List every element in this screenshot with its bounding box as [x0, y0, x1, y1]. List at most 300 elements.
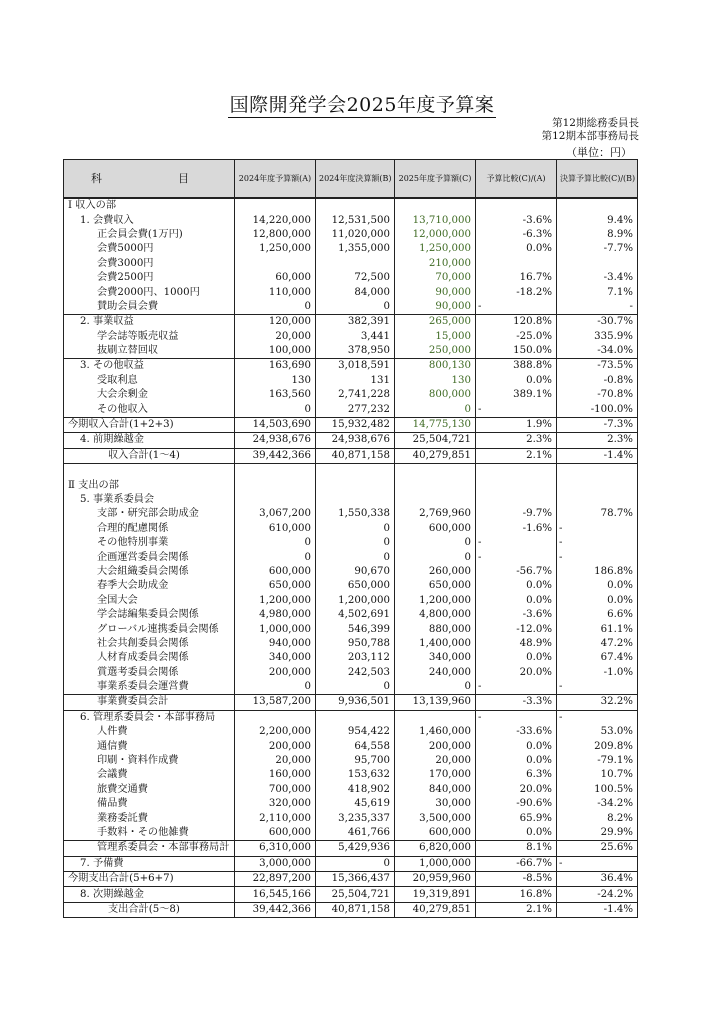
budget-ratio-cell: - [476, 402, 557, 417]
budget-ratio-cell: 0.0% [476, 579, 557, 593]
header-item: 科 目 [64, 160, 235, 199]
table-row [64, 359, 638, 374]
row-label: 支部・研究部会助成金 [64, 507, 235, 521]
budget-2025-cell: 260,000 [395, 565, 476, 579]
budget-ratio-cell: - [476, 710, 557, 725]
budget-ratio-cell: 0.0% [476, 739, 557, 753]
table-row [64, 811, 638, 825]
actual-2024-cell: 418,902 [316, 783, 395, 797]
table-row [64, 213, 638, 227]
row-label: 全国大会 [64, 594, 235, 608]
actual-ratio-cell [557, 478, 638, 492]
budget-2024-cell: 0 [235, 680, 316, 695]
budget-ratio-cell: 20.0% [476, 783, 557, 797]
actual-ratio-cell: 186.8% [557, 565, 638, 579]
actual-ratio-cell: 61.1% [557, 622, 638, 636]
table-row [64, 257, 638, 271]
table-row [64, 680, 638, 695]
budget-2024-cell: 12,800,000 [235, 228, 316, 242]
table-row [64, 228, 638, 242]
actual-2024-cell: 2,741,228 [316, 388, 395, 402]
table-row [64, 826, 638, 841]
table-row [64, 725, 638, 739]
budget-2025-cell: 0 [395, 680, 476, 695]
table-row [64, 565, 638, 579]
table-row [64, 300, 638, 315]
actual-2024-cell [316, 478, 395, 492]
row-label: 収入合計(1～4) [64, 448, 235, 463]
row-label: 大会余剰金 [64, 388, 235, 402]
actual-ratio-cell [557, 493, 638, 507]
budget-2024-cell: 600,000 [235, 826, 316, 841]
budget-2024-cell: 110,000 [235, 285, 316, 299]
budget-ratio-cell: -8.5% [476, 871, 557, 886]
budget-2025-cell: 170,000 [395, 768, 476, 782]
actual-ratio-cell: -0.8% [557, 374, 638, 388]
row-label: 印刷・資料作成費 [64, 754, 235, 768]
row-label: 業務委託費 [64, 811, 235, 825]
row-label: 会費2500円 [64, 271, 235, 285]
budget-2024-cell: 163,690 [235, 359, 316, 374]
table-row [64, 579, 638, 593]
actual-2024-cell: 25,504,721 [316, 887, 395, 902]
actual-ratio-cell: 67.4% [557, 651, 638, 665]
table-row [64, 871, 638, 886]
table-row [64, 550, 638, 564]
actual-2024-cell: 15,932,482 [316, 417, 395, 432]
table-row [64, 856, 638, 871]
budget-2025-cell: 240,000 [395, 666, 476, 680]
document-title: 国際開発学会2025年度予算案 [229, 94, 495, 116]
actual-2024-cell: 0 [316, 550, 395, 564]
actual-ratio-cell: 10.7% [557, 768, 638, 782]
budget-2025-cell [395, 478, 476, 492]
actual-2024-cell [316, 710, 395, 725]
table-row [64, 464, 638, 479]
budget-ratio-cell: 6.3% [476, 768, 557, 782]
row-label: 8. 次期繰越金 [64, 887, 235, 902]
budget-2025-cell: 840,000 [395, 783, 476, 797]
actual-2024-cell: 382,391 [316, 315, 395, 330]
actual-2024-cell: 40,871,158 [316, 448, 395, 463]
actual-ratio-cell: - [557, 680, 638, 695]
actual-ratio-cell: 9.4% [557, 213, 638, 227]
row-label: Ⅱ 支出の部 [64, 478, 235, 492]
budget-2025-cell: 0 [395, 536, 476, 550]
actual-ratio-cell: -34.2% [557, 797, 638, 811]
budget-ratio-cell: -3.6% [476, 608, 557, 622]
actual-ratio-cell: - [557, 710, 638, 725]
budget-2025-cell: 30,000 [395, 797, 476, 811]
row-label: 備品費 [64, 797, 235, 811]
budget-2024-cell: 600,000 [235, 565, 316, 579]
budget-ratio-cell: 2.3% [476, 433, 557, 448]
budget-2024-cell: 14,220,000 [235, 213, 316, 227]
row-label: 7. 予備費 [64, 856, 235, 871]
budget-ratio-cell: -90.6% [476, 797, 557, 811]
table-row [64, 768, 638, 782]
budget-2025-cell: 800,000 [395, 388, 476, 402]
actual-ratio-cell: -34.0% [557, 344, 638, 359]
row-label: 6. 管理系委員会・本部事務局 [64, 710, 235, 725]
budget-2024-cell: 0 [235, 300, 316, 315]
actual-ratio-cell: 78.7% [557, 507, 638, 521]
budget-2025-cell [395, 464, 476, 479]
table-row [64, 315, 638, 330]
actual-2024-cell: 950,788 [316, 637, 395, 651]
table-row [64, 388, 638, 402]
table-row [64, 754, 638, 768]
actual-ratio-cell: 8.9% [557, 228, 638, 242]
budget-2024-cell [235, 198, 316, 213]
budget-ratio-cell: 0.0% [476, 374, 557, 388]
actual-2024-cell: 45,619 [316, 797, 395, 811]
budget-2025-cell: 1,250,000 [395, 242, 476, 256]
budget-2024-cell: 39,442,366 [235, 448, 316, 463]
actual-2024-cell: 15,366,437 [316, 871, 395, 886]
budget-2025-cell [395, 493, 476, 507]
budget-2025-cell: 15,000 [395, 330, 476, 344]
row-label: 事業系委員会運営費 [64, 680, 235, 695]
row-label: グローバル連携委員会関係 [64, 622, 235, 636]
row-label: 管理系委員会・本部事務局計 [64, 841, 235, 856]
actual-2024-cell: 650,000 [316, 579, 395, 593]
actual-2024-cell: 1,355,000 [316, 242, 395, 256]
actual-2024-cell: 0 [316, 856, 395, 871]
row-label: 手数料・その他雑費 [64, 826, 235, 841]
actual-2024-cell: 3,235,337 [316, 811, 395, 825]
budget-2025-cell: 12,000,000 [395, 228, 476, 242]
actual-2024-cell: 153,632 [316, 768, 395, 782]
budget-2024-cell: 2,110,000 [235, 811, 316, 825]
actual-2024-cell: 954,422 [316, 725, 395, 739]
budget-2025-cell: 265,000 [395, 315, 476, 330]
row-label: 企画運営委員会関係 [64, 550, 235, 564]
budget-2024-cell: 1,200,000 [235, 594, 316, 608]
budget-2025-cell: 40,279,851 [395, 902, 476, 917]
actual-2024-cell: 1,200,000 [316, 594, 395, 608]
budget-ratio-cell: 0.0% [476, 594, 557, 608]
budget-2024-cell: 0 [235, 536, 316, 550]
budget-2024-cell: 130 [235, 374, 316, 388]
budget-2025-cell: 600,000 [395, 826, 476, 841]
row-label: 支出合計(5～8) [64, 902, 235, 917]
actual-2024-cell: 0 [316, 300, 395, 315]
budget-2024-cell: 940,000 [235, 637, 316, 651]
actual-ratio-cell: 47.2% [557, 637, 638, 651]
actual-ratio-cell: 335.9% [557, 330, 638, 344]
actual-2024-cell: 12,531,500 [316, 213, 395, 227]
budget-2025-cell: 3,500,000 [395, 811, 476, 825]
row-label: 会議費 [64, 768, 235, 782]
table-row [64, 374, 638, 388]
budget-ratio-cell: 16.7% [476, 271, 557, 285]
budget-ratio-cell [476, 257, 557, 271]
header-actual-2024: 2024年度決算額(B) [316, 160, 395, 199]
budget-2025-cell: 800,130 [395, 359, 476, 374]
budget-ratio-cell: 48.9% [476, 637, 557, 651]
budget-2025-cell: 0 [395, 402, 476, 417]
row-label: 学会誌編集委員会関係 [64, 608, 235, 622]
actual-ratio-cell: 53.0% [557, 725, 638, 739]
budget-2024-cell [235, 464, 316, 479]
budget-2024-cell: 2,200,000 [235, 725, 316, 739]
budget-2025-cell: 0 [395, 550, 476, 564]
row-label: 賛助会員会費 [64, 300, 235, 315]
table-row [64, 594, 638, 608]
budget-2025-cell: 70,000 [395, 271, 476, 285]
budget-ratio-cell: 389.1% [476, 388, 557, 402]
budget-2024-cell: 650,000 [235, 579, 316, 593]
actual-2024-cell: 3,441 [316, 330, 395, 344]
header-budget-2024: 2024年度予算額(A) [235, 160, 316, 199]
row-label: 今期支出合計(5+6+7) [64, 871, 235, 886]
actual-2024-cell: 0 [316, 522, 395, 536]
actual-ratio-cell: 29.9% [557, 826, 638, 841]
budget-2025-cell: 20,000 [395, 754, 476, 768]
actual-2024-cell: 24,938,676 [316, 433, 395, 448]
budget-table [63, 159, 638, 918]
actual-ratio-cell: - [557, 300, 638, 315]
actual-2024-cell [316, 493, 395, 507]
actual-2024-cell: 90,670 [316, 565, 395, 579]
row-label: 受取利息 [64, 374, 235, 388]
budget-2025-cell: 13,139,960 [395, 695, 476, 710]
budget-ratio-cell: 120.8% [476, 315, 557, 330]
table-row [64, 841, 638, 856]
actual-2024-cell: 4,502,691 [316, 608, 395, 622]
table-row [64, 285, 638, 299]
header-budget-2025: 2025年度予算額(C) [395, 160, 476, 199]
budget-2024-cell: 13,587,200 [235, 695, 316, 710]
actual-2024-cell: 0 [316, 536, 395, 550]
budget-2025-cell [395, 710, 476, 725]
actual-ratio-cell: -73.5% [557, 359, 638, 374]
actual-2024-cell: 277,232 [316, 402, 395, 417]
budget-2025-cell: 25,504,721 [395, 433, 476, 448]
table-row [64, 695, 638, 710]
actual-ratio-cell: 32.2% [557, 695, 638, 710]
budget-ratio-cell: 0.0% [476, 754, 557, 768]
budget-2024-cell: 39,442,366 [235, 902, 316, 917]
row-label: 学会誌等販売収益 [64, 330, 235, 344]
budget-ratio-cell: - [476, 550, 557, 564]
budget-2025-cell: 1,400,000 [395, 637, 476, 651]
actual-2024-cell: 1,550,338 [316, 507, 395, 521]
header-budget-ratio: 予算比較(C)/(A) [476, 160, 557, 199]
actual-ratio-cell: - [557, 550, 638, 564]
budget-ratio-cell: -66.7% [476, 856, 557, 871]
actual-2024-cell: 242,503 [316, 666, 395, 680]
budget-2025-cell: 1,460,000 [395, 725, 476, 739]
row-label: 通信費 [64, 739, 235, 753]
budget-2025-cell: 200,000 [395, 739, 476, 753]
actual-2024-cell: 0 [316, 680, 395, 695]
table-row [64, 507, 638, 521]
table-row [64, 198, 638, 213]
budget-2024-cell: 14,503,690 [235, 417, 316, 432]
actual-2024-cell [316, 257, 395, 271]
actual-ratio-cell: -1.0% [557, 666, 638, 680]
row-label: 会費3000円 [64, 257, 235, 271]
budget-2025-cell [395, 198, 476, 213]
budget-2024-cell: 0 [235, 550, 316, 564]
budget-ratio-cell: -25.0% [476, 330, 557, 344]
budget-ratio-cell [476, 478, 557, 492]
budget-2024-cell: 3,067,200 [235, 507, 316, 521]
author-line-1: 第12期総務委員長 [552, 117, 639, 129]
budget-2025-cell: 1,000,000 [395, 856, 476, 871]
budget-2024-cell: 22,897,200 [235, 871, 316, 886]
budget-2025-cell: 340,000 [395, 651, 476, 665]
actual-2024-cell: 84,000 [316, 285, 395, 299]
table-row [64, 330, 638, 344]
budget-2024-cell: 24,938,676 [235, 433, 316, 448]
budget-2024-cell: 3,000,000 [235, 856, 316, 871]
table-row [64, 902, 638, 917]
actual-2024-cell [316, 198, 395, 213]
row-label: 旅費交通費 [64, 783, 235, 797]
budget-2024-cell [235, 257, 316, 271]
row-label: 3. その他収益 [64, 359, 235, 374]
budget-2024-cell: 20,000 [235, 330, 316, 344]
budget-2025-cell: 13,710,000 [395, 213, 476, 227]
table-row [64, 622, 638, 636]
table-row [64, 402, 638, 417]
budget-ratio-cell: - [476, 300, 557, 315]
budget-ratio-cell: 16.8% [476, 887, 557, 902]
actual-ratio-cell: -3.4% [557, 271, 638, 285]
table-row [64, 887, 638, 902]
row-label: 5. 事業系委員会 [64, 493, 235, 507]
budget-ratio-cell: - [476, 680, 557, 695]
budget-ratio-cell: -3.6% [476, 213, 557, 227]
row-label: 1. 会費収入 [64, 213, 235, 227]
budget-2024-cell: 163,560 [235, 388, 316, 402]
table-row [64, 448, 638, 463]
budget-2024-cell: 60,000 [235, 271, 316, 285]
actual-2024-cell: 131 [316, 374, 395, 388]
table-row [64, 478, 638, 492]
budget-2025-cell: 1,200,000 [395, 594, 476, 608]
actual-ratio-cell: 100.5% [557, 783, 638, 797]
actual-ratio-cell: -30.7% [557, 315, 638, 330]
actual-ratio-cell: 7.1% [557, 285, 638, 299]
budget-2024-cell: 340,000 [235, 651, 316, 665]
budget-2025-cell: 14,775,130 [395, 417, 476, 432]
budget-ratio-cell: 8.1% [476, 841, 557, 856]
row-label: 人件費 [64, 725, 235, 739]
actual-2024-cell: 9,936,501 [316, 695, 395, 710]
actual-ratio-cell: 6.6% [557, 608, 638, 622]
actual-ratio-cell: 0.0% [557, 579, 638, 593]
actual-2024-cell: 72,500 [316, 271, 395, 285]
row-label: 賞選考委員会関係 [64, 666, 235, 680]
actual-ratio-cell: - [557, 536, 638, 550]
budget-2024-cell: 0 [235, 402, 316, 417]
budget-2025-cell: 210,000 [395, 257, 476, 271]
table-row [64, 783, 638, 797]
budget-2024-cell: 160,000 [235, 768, 316, 782]
budget-ratio-cell: 150.0% [476, 344, 557, 359]
actual-2024-cell: 64,558 [316, 739, 395, 753]
budget-2024-cell: 1,000,000 [235, 622, 316, 636]
budget-ratio-cell: -6.3% [476, 228, 557, 242]
table-row [64, 637, 638, 651]
actual-2024-cell: 461,766 [316, 826, 395, 841]
budget-2025-cell: 130 [395, 374, 476, 388]
actual-2024-cell: 378,950 [316, 344, 395, 359]
row-label: その他収入 [64, 402, 235, 417]
table-header-row [64, 160, 638, 199]
budget-2024-cell: 320,000 [235, 797, 316, 811]
author-line-2: 第12期本部事務局長 [541, 130, 639, 142]
table-row [64, 536, 638, 550]
budget-ratio-cell: 20.0% [476, 666, 557, 680]
actual-2024-cell: 546,399 [316, 622, 395, 636]
actual-2024-cell: 3,018,591 [316, 359, 395, 374]
table-row [64, 739, 638, 753]
budget-2025-cell: 4,800,000 [395, 608, 476, 622]
actual-ratio-cell: -70.8% [557, 388, 638, 402]
row-label: 今期収入合計(1+2+3) [64, 417, 235, 432]
table-row [64, 493, 638, 507]
row-label: Ⅰ 収入の部 [64, 198, 235, 213]
row-label: 春季大会助成金 [64, 579, 235, 593]
actual-2024-cell: 95,700 [316, 754, 395, 768]
actual-ratio-cell [557, 198, 638, 213]
row-label: 正会員会費(1万円) [64, 228, 235, 242]
budget-2025-cell: 20,959,960 [395, 871, 476, 886]
actual-2024-cell: 11,020,000 [316, 228, 395, 242]
budget-ratio-cell: -9.7% [476, 507, 557, 521]
budget-2024-cell: 20,000 [235, 754, 316, 768]
table-row [64, 608, 638, 622]
budget-2024-cell: 200,000 [235, 739, 316, 753]
actual-2024-cell: 5,429,936 [316, 841, 395, 856]
actual-ratio-cell: 0.0% [557, 594, 638, 608]
actual-ratio-cell: 209.8% [557, 739, 638, 753]
budget-ratio-cell: - [476, 536, 557, 550]
actual-2024-cell: 203,112 [316, 651, 395, 665]
actual-ratio-cell: -79.1% [557, 754, 638, 768]
actual-ratio-cell: -100.0% [557, 402, 638, 417]
budget-2024-cell: 1,250,000 [235, 242, 316, 256]
budget-2025-cell: 19,319,891 [395, 887, 476, 902]
budget-2024-cell: 610,000 [235, 522, 316, 536]
table-row [64, 271, 638, 285]
header-actual-ratio: 決算予算比較(C)/(B) [557, 160, 638, 199]
actual-ratio-cell: -1.4% [557, 902, 638, 917]
budget-2024-cell [235, 710, 316, 725]
table-row [64, 666, 638, 680]
budget-ratio-cell: 0.0% [476, 651, 557, 665]
budget-2024-cell: 200,000 [235, 666, 316, 680]
table-row [64, 797, 638, 811]
budget-2024-cell [235, 478, 316, 492]
actual-ratio-cell [557, 257, 638, 271]
budget-ratio-cell: -33.6% [476, 725, 557, 739]
budget-ratio-cell: 0.0% [476, 826, 557, 841]
budget-2024-cell: 120,000 [235, 315, 316, 330]
budget-ratio-cell: -56.7% [476, 565, 557, 579]
row-label: 会費5000円 [64, 242, 235, 256]
table-row [64, 433, 638, 448]
table-row [64, 344, 638, 359]
actual-ratio-cell: -24.2% [557, 887, 638, 902]
actual-2024-cell [316, 464, 395, 479]
row-label: 大会組織委員会関係 [64, 565, 235, 579]
